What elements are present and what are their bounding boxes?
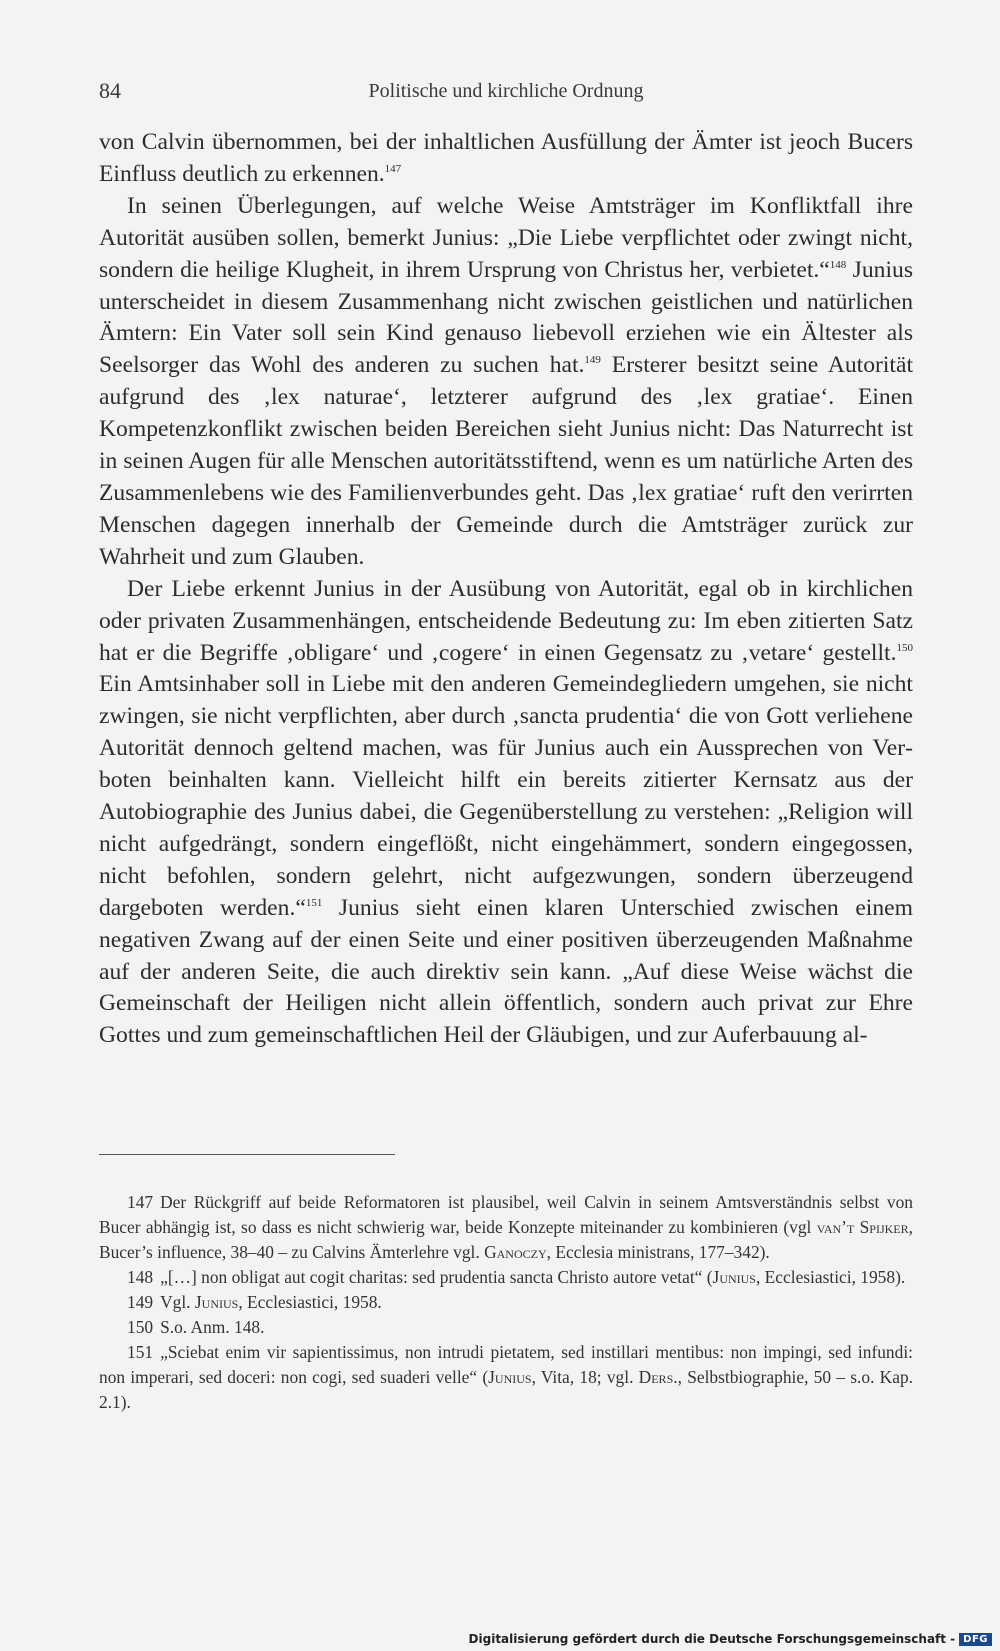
footnote-text: , Vita, 18; vgl.	[531, 1367, 639, 1387]
page-number: 84	[99, 78, 121, 103]
author-name: Junius	[712, 1267, 756, 1287]
footnote-divider	[99, 1154, 395, 1155]
footnote-ref: 151	[305, 896, 323, 909]
footnote-ref: 147	[384, 162, 402, 175]
footnote-text: , Ecclesiastici, 1958.	[238, 1292, 382, 1312]
footnote-147	[99, 1190, 913, 1265]
paragraph-text: In seinen Überlegungen, auf welche Weise Amtsträger im Konfliktfall ihre Autorität ausüben sollen, bemerkt Junius: „Die Liebe verpflichtet oder zwingt nicht, sondern die heilige Klugheit, in ihrem Ursprung von Christus her, verbietet.“	[99, 192, 913, 283]
digitization-credit	[469, 1629, 992, 1649]
author-name: Junius	[194, 1292, 239, 1312]
page-header	[99, 74, 913, 108]
paragraph-text: Ersterer besitzt seine Autorität aufgrund des ‚lex naturae‘, letzterer aufgrund des ‚lex gratiae‘. Einen Kompetenzkonflikt zwischen beiden Bereichen sieht Junius nicht: Das Naturrecht ist in seinen Augen für alle Menschen autoritätsstiftend, wenn es um natürliche Arten des Zusammenlebens wie des Familienverbundes geht. Das ‚lex gratiae‘ ruft den verirrten Menschen dagegen innerhalb der Gemeinde durch die Amtsträger zurück zur Wahrheit und zum Glauben.	[99, 352, 914, 570]
paragraph-text: Junius unterscheidet in diesem Zusammenhang nicht zwischen geistlichen und natürlichen Ämtern: Ein Vater soll sein Kind genauso liebevoll erziehen wie ein Ältester als Seelsorger das Wohl des anderen zu suchen hat.	[99, 256, 913, 379]
body-text	[99, 127, 913, 1052]
footnote-text: Der Rückgriff auf beide Reformatoren ist plausibel, weil Calvin in seinem Amtsverständnis selbst von Bucer abhängig ist, so dass es nicht schwierig war, beide Konzepte miteinander zu kombinieren (vgl	[99, 1192, 913, 1237]
dfg-logo: DFG	[959, 1633, 992, 1646]
footnote-text: , Bucer’s influence, 38–40 – zu Calvins Ämterlehre vgl.	[99, 1217, 913, 1262]
paragraph-text: Ein Amtsinhaber soll in Liebe mit den anderen Gemeindegliedern umgehen, sie nicht zwingen, sie nicht verpflichten, aber durch ‚sancta prudentia‘ die von Gott verliehene Autorität dennoch geltend machen, was für Junius auch ein Aussprechen von Verboten beinhalten kann. Vielleicht hilft ein bereits zitierter Kernsatz aus der Autobiographie des Junius dabei, die Gegenüberstellung zu verstehen: „Religion will nicht aufgedrängt, sondern eingeflößt, nicht eingehämmert, sondern eingegossen, nicht befohlen, sondern gelehrt, nicht aufgezwungen, sondern überzeugend dargeboten werden.“	[99, 671, 913, 921]
paragraph-text: von Calvin übernommen, bei der inhaltlichen Ausfüllung der Ämter ist jeoch Bucers Einfluss deutlich zu erkennen.	[99, 129, 913, 187]
footnote-number: 147	[127, 1192, 154, 1212]
footnote-text: „[…] non obligat aut cogit charitas: sed prudentia sancta Christo autore vetat“ (	[160, 1267, 713, 1287]
paragraph-text: Junius sieht einen klaren Unterschied zwischen einem negativen Zwang auf der einen Seite und einer positiven überzeugenden Maßnahme auf der anderen Seite, die auch direktiv sein kann. „Auf diese Weise wächst die Gemeinschaft der Heiligen nicht allein öffentlich, sondern auch privat zur Ehre Gottes und zum gemeinschaftlichen Heil der Gläubigen, und zur Auferbauung al-	[99, 894, 913, 1049]
author-name: Ganoczy	[484, 1242, 547, 1262]
footnote-text: „Sciebat enim vir sapientissimus, non intrudi pietatem, sed instillari mentibus: non impingi, sed infundi: non imperari, sed doceri: non cogi, sed suaderi velle“ (	[99, 1342, 913, 1387]
footnote-number: 148	[127, 1267, 154, 1287]
running-head: Politische und kirchliche Ordnung	[368, 80, 644, 102]
footnote-number: 149	[127, 1292, 154, 1312]
footnote-number: 151	[127, 1342, 154, 1362]
footnote-150	[99, 1315, 913, 1340]
paragraph-2	[99, 191, 913, 574]
footnote-number: 150	[127, 1317, 154, 1337]
footnote-text: , Selbstbiographie, 50 – s.o. Kap. 2.1).	[99, 1367, 913, 1412]
paragraph-1	[99, 127, 913, 191]
footnote-text: , Ecclesiastici, 1958).	[755, 1267, 906, 1287]
footnote-text: , Ecclesia ministrans, 177–342).	[546, 1242, 770, 1262]
paragraph-3	[99, 574, 913, 1053]
author-name: Junius	[488, 1367, 532, 1387]
digitization-text: Digitalisierung gefördert durch die Deutsche Forschungsgemeinschaft -	[468, 1632, 956, 1646]
footnote-149	[99, 1290, 913, 1315]
author-name: van’t Spijker	[816, 1217, 909, 1237]
paragraph-text: Der Liebe erkennt Junius in der Ausübung von Autorität, egal ob in kirchlichen oder privaten Zusammenhängen, entscheidende Bedeutung zu: Im eben zitierten Satz hat er die Begriffe ‚obligare‘ und ‚cogere‘ in einen Gegensatz zu ‚vetare‘ gestellt.	[99, 575, 913, 666]
author-name: Ders.	[638, 1367, 678, 1387]
footnote-text: S.o. Anm. 148.	[160, 1317, 265, 1337]
footnote-text: Vgl.	[160, 1292, 195, 1312]
footnote-ref: 149	[584, 354, 601, 367]
footnote-151	[99, 1340, 913, 1415]
footnotes	[99, 1190, 913, 1415]
footnote-148	[99, 1265, 913, 1290]
footnote-ref: 150	[896, 641, 913, 654]
footnote-ref: 148	[829, 258, 847, 271]
